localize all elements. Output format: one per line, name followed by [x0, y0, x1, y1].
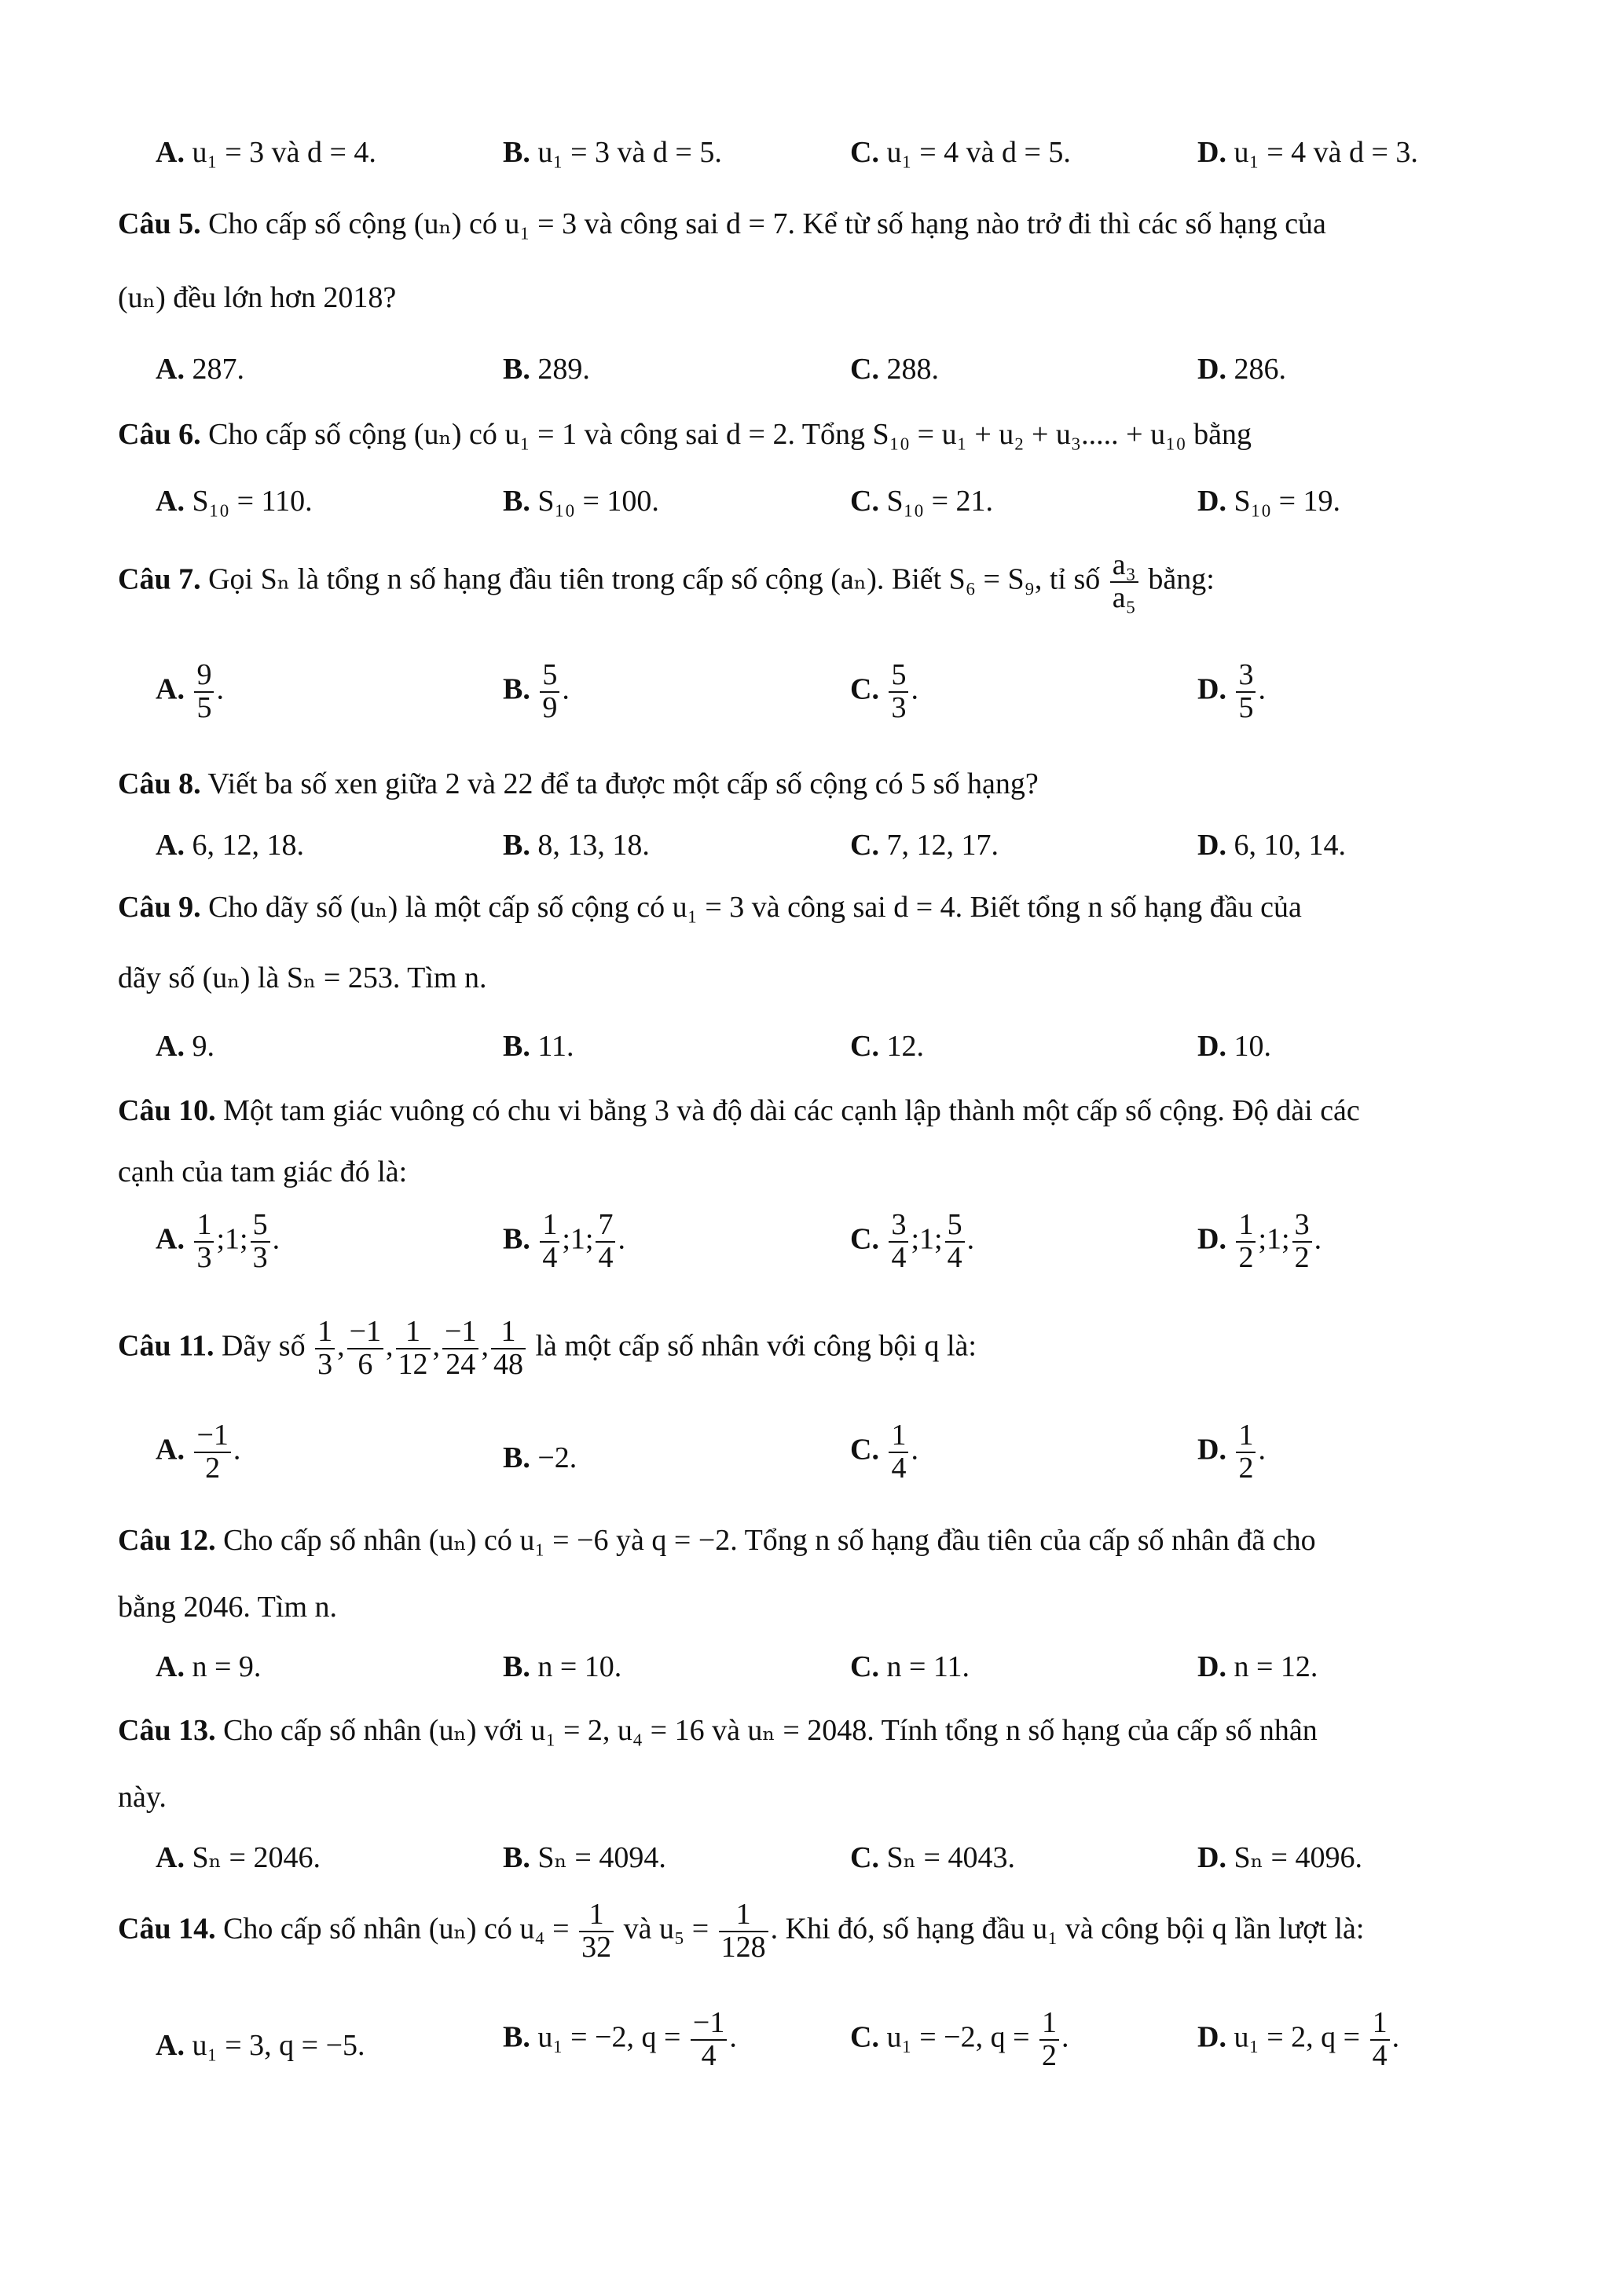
ratio-fraction — [1110, 550, 1138, 614]
question-suffix: là một cấp số nhân với công bội q là: — [535, 1329, 977, 1363]
option-c: C. $\frac{5}{3}$ . — [850, 658, 918, 724]
option-c: C. 12. — [850, 1030, 924, 1063]
question-text: Cho dãy số (uₙ) là một cấp số cộng có u₁ = 3 và công sai d = 4. Biết tổng n số hạng đầu của — [208, 891, 1302, 924]
option-c: C. u₁ = 4 và d = 5. — [850, 136, 1071, 169]
option-b: B. u₁ = −2, q = $\frac{-1}{4}$ . — [503, 2006, 737, 2072]
question-label: Câu 6. — [118, 418, 201, 451]
question-13 — [118, 1712, 1318, 1748]
q10-options — [0, 1210, 1624, 1273]
question-label: Câu 9. — [118, 891, 201, 924]
option-a: A. S₁₀ = 110. — [156, 485, 313, 518]
option-b: B. 11. — [503, 1030, 574, 1063]
fraction-numerator: a₃ — [1110, 550, 1138, 583]
question-text: Một tam giác vuông có chu vi bằng 3 và độ dài các cạnh lập thành một cấp số cộng. Độ dài các — [223, 1094, 1360, 1127]
question-9 — [118, 889, 1302, 925]
question-label: Câu 12. — [118, 1524, 216, 1557]
option-a: A. u₁ = 3 và d = 4. — [156, 136, 376, 169]
sequence-term: $\frac{-1}{6}$ — [347, 1316, 383, 1381]
question-14: Câu 14. Cho cấp số nhân (uₙ) có u₄ = $\frac{1}{32}$ và u₅ = $\frac{1}{128}$ . Khi đó, số hạng đầu u₁ và công bội q lần lượt là: — [118, 1898, 1365, 1964]
option-d: D. 10. — [1197, 1030, 1271, 1063]
option-d: D. S₁₀ = 19. — [1197, 485, 1341, 518]
option-a: A. u₁ = 3, q = −5. — [156, 2029, 365, 2062]
question-7 — [118, 550, 1215, 614]
option-a: A. 287. — [156, 353, 244, 386]
question-label: Câu 10. — [118, 1094, 216, 1127]
option-a: A. $\frac{9}{5}$ . — [156, 658, 224, 724]
option-b: B. Sₙ = 4094. — [503, 1841, 666, 1874]
sequence-term: $\frac{1}{3}$ — [315, 1316, 335, 1381]
question-label: Câu 8. — [118, 767, 201, 800]
q11-options — [0, 1420, 1624, 1483]
fraction-denominator: a₅ — [1112, 580, 1136, 614]
option-b: B. $\frac{1}{4}$ ;1; $\frac{7}{4}$ . — [503, 1208, 625, 1274]
option-c: C. $\frac{1}{4}$ . — [850, 1419, 918, 1485]
question-label: Câu 5. — [118, 207, 201, 240]
option-c: C. Sₙ = 4043. — [850, 1841, 1015, 1874]
question-6 — [118, 416, 1252, 452]
question-11: Câu 11. Dãy số $\frac{1}{3}$ , $\frac{-1}{6}$ , $\frac{1}{12}$ , $\frac{-1}{24}$ , $\frac{1}{48}$ là một cấp số nhân với công bội q là: — [118, 1315, 977, 1381]
option-d: D. u₁ = 2, q = $\frac{1}{4}$ . — [1197, 2006, 1400, 2072]
option-a: A. 6, 12, 18. — [156, 829, 304, 862]
u4-fraction: $\frac{1}{32}$ — [579, 1899, 614, 1964]
question-13-line2: này. — [118, 1781, 167, 1814]
option-c: C. u₁ = −2, q = $\frac{1}{2}$ . — [850, 2006, 1069, 2072]
option-c: C. 288. — [850, 353, 939, 386]
q9-options — [0, 1029, 1624, 1092]
option-b: B. −2. — [503, 1441, 577, 1474]
q6-options — [0, 484, 1624, 547]
question-5-line2: (uₙ) đều lớn hơn 2018? — [118, 281, 397, 314]
question-label: Câu 14. — [118, 1912, 216, 1946]
option-b: B. n = 10. — [503, 1650, 622, 1683]
u5-fraction: $\frac{1}{128}$ — [719, 1899, 768, 1964]
question-12 — [118, 1522, 1316, 1558]
option-d: D. Sₙ = 4096. — [1197, 1841, 1362, 1874]
q13-options — [0, 1840, 1624, 1902]
option-d: D. $\frac{1}{2}$ . — [1197, 1419, 1266, 1485]
q5-options — [0, 352, 1624, 415]
question-10-line2: cạnh của tam giác đó là: — [118, 1155, 408, 1188]
option-d: D. $\frac{3}{5}$ . — [1197, 658, 1266, 724]
sequence-term: $\frac{1}{48}$ — [491, 1316, 526, 1381]
option-d: D. 286. — [1197, 353, 1286, 386]
option-c: C. 7, 12, 17. — [850, 829, 999, 862]
question-9-line2: dãy số (uₙ) là Sₙ = 253. Tìm n. — [118, 961, 487, 994]
question-5 — [118, 206, 1326, 241]
option-c: C. S₁₀ = 21. — [850, 485, 994, 518]
question-text: Cho cấp số cộng (uₙ) có u₁ = 3 và công sai d = 7. Kể từ số hạng nào trở đi thì các số hạng của — [208, 207, 1326, 240]
question-8 — [118, 767, 1039, 801]
option-b: B. $\frac{5}{9}$ . — [503, 658, 570, 724]
question-text: Gọi Sₙ là tổng n số hạng đầu tiên trong cấp số cộng (aₙ). Biết S₆ = S₉, tỉ số — [208, 562, 1101, 596]
option-b: B. 8, 13, 18. — [503, 829, 650, 862]
option-d: D. u₁ = 4 và d = 3. — [1197, 136, 1418, 169]
question-tail: bằng: — [1148, 562, 1215, 596]
question-label: Câu 7. — [118, 562, 201, 596]
option-b: B. S₁₀ = 100. — [503, 485, 659, 518]
sequence-term: $\frac{-1}{24}$ — [442, 1316, 478, 1381]
option-a: A. Sₙ = 2046. — [156, 1841, 321, 1874]
option-c: C. n = 11. — [850, 1650, 970, 1683]
option-c: C. $\frac{3}{4}$ ;1; $\frac{5}{4}$ . — [850, 1208, 975, 1274]
q8-options — [0, 828, 1624, 891]
question-text: Cho cấp số nhân (uₙ) có u₁ = −6 yà q = −2. Tổng n số hạng đầu tiên của cấp số nhân đã cho — [223, 1524, 1316, 1557]
question-label: Câu 13. — [118, 1714, 216, 1747]
option-b: B. u₁ = 3 và d = 5. — [503, 136, 722, 169]
option-a: A. $\frac{1}{3}$ ;1; $\frac{5}{3}$ . — [156, 1208, 280, 1274]
question-label: Câu 11. — [118, 1329, 214, 1363]
option-a: A. 9. — [156, 1030, 214, 1063]
option-d: D. 6, 10, 14. — [1197, 829, 1346, 862]
option-b: B. 289. — [503, 353, 590, 386]
q14-options — [0, 2008, 1624, 2071]
question-text: Cho cấp số nhân (uₙ) với u₁ = 2, u₄ = 16 và uₙ = 2048. Tính tổng n số hạng của cấp số nhân — [223, 1714, 1318, 1747]
question-text: Cho cấp số cộng (uₙ) có u₁ = 1 và công sai d = 2. Tổng S₁₀ = u₁ + u₂ + u₃..... + u₁₀ bằng — [208, 418, 1252, 451]
option-d: D. n = 12. — [1197, 1650, 1318, 1683]
option-d: D. $\frac{1}{2}$ ;1; $\frac{3}{2}$ . — [1197, 1208, 1322, 1274]
option-a: A. n = 9. — [156, 1650, 262, 1683]
sequence-term: $\frac{1}{12}$ — [396, 1316, 431, 1381]
question-12-line2: bằng 2046. Tìm n. — [118, 1591, 338, 1624]
question-prefix: Dãy số — [221, 1329, 306, 1363]
option-a: A. $\frac{-1}{2}$ . — [156, 1419, 241, 1485]
q12-options — [0, 1650, 1624, 1712]
question-text: Viết ba số xen giữa 2 và 22 để ta được một cấp số cộng có 5 số hạng? — [207, 767, 1039, 800]
q7-options — [0, 660, 1624, 723]
question-10 — [118, 1093, 1360, 1128]
q4-options — [0, 135, 1624, 198]
